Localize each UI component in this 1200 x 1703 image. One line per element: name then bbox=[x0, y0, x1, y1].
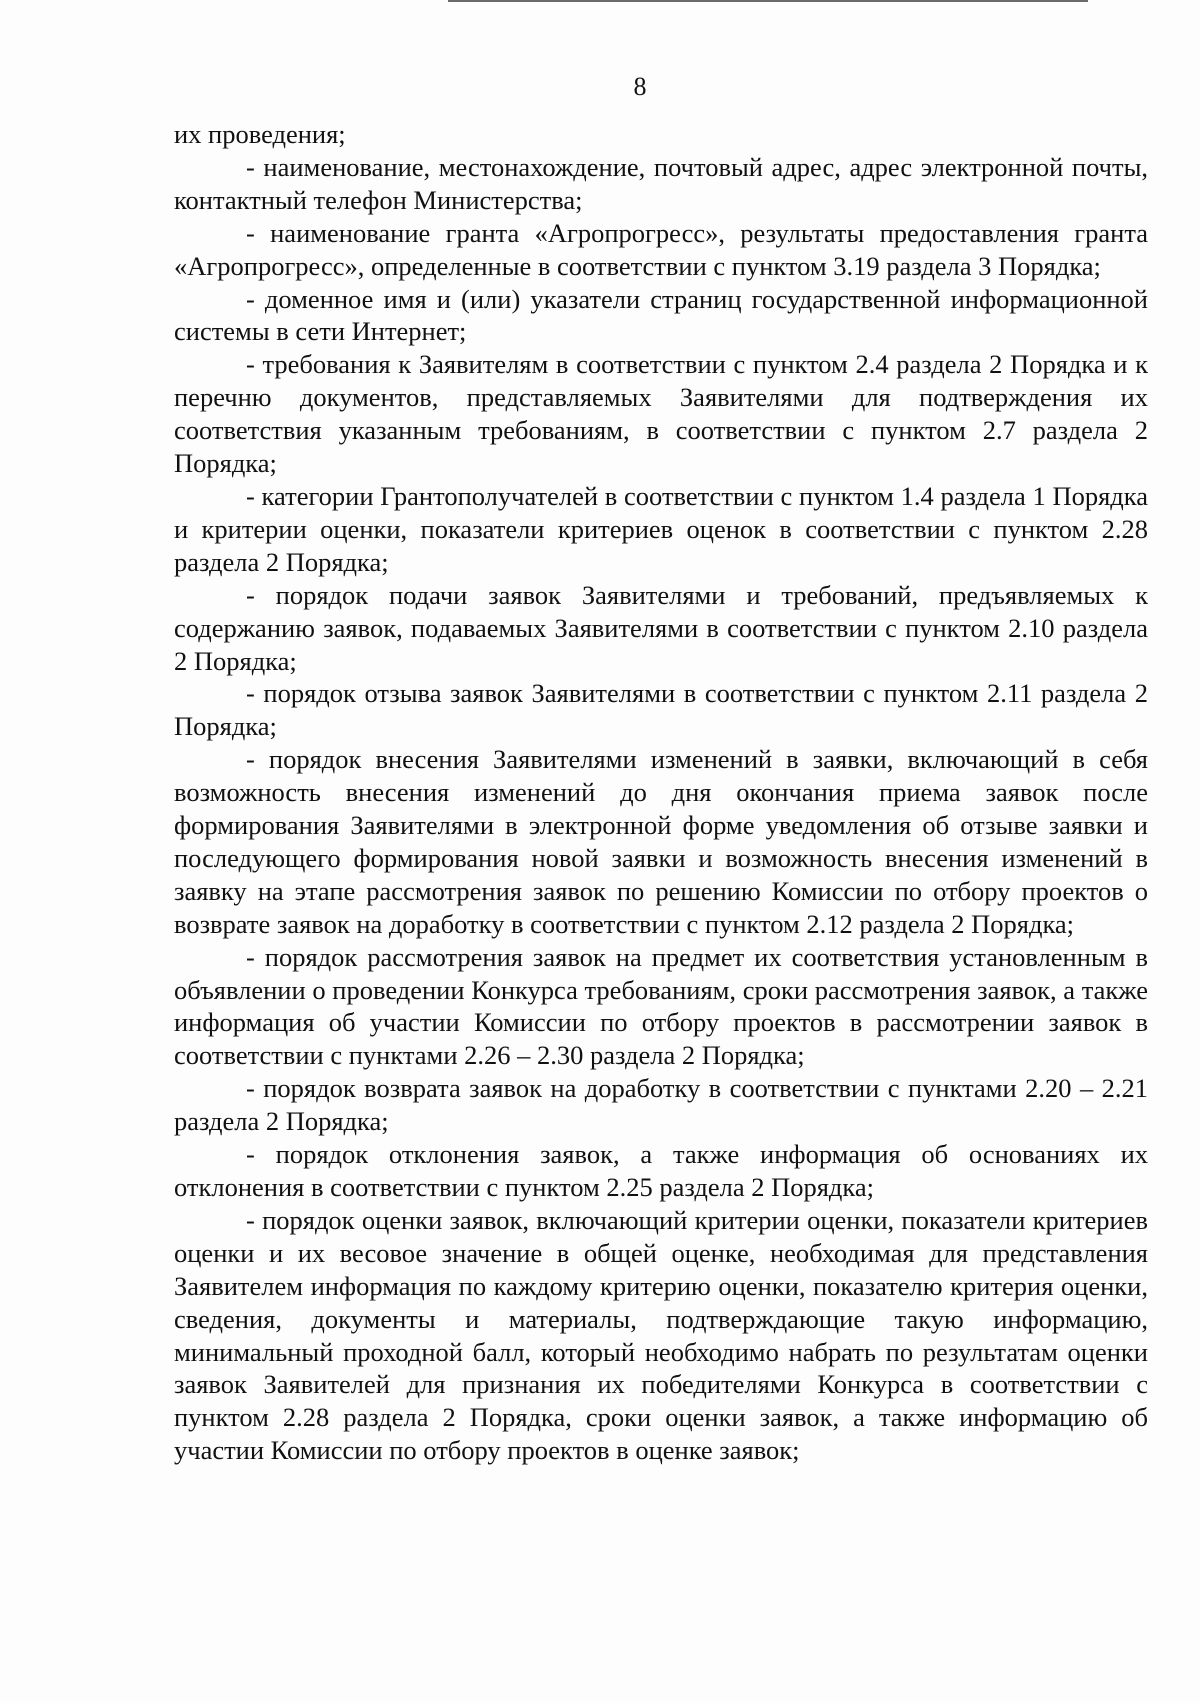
list-item-domain-name: - доменное имя и (или) указатели страниц государственной информационной системы в сети Интернет; bbox=[174, 283, 1148, 347]
body-text bbox=[174, 118, 1148, 1467]
list-item-grant-name-results: - наименование гранта «Агропрогресс», результаты предоставления гранта «Агропрогресс», определенные в соответствии с пунктом 3.19 раздела 3 Порядка; bbox=[174, 217, 1148, 281]
list-item-application-evaluation: - порядок оценки заявок, включающий критерии оценки, показатели критериев оценки и их весовое значение в общей оценке, необходимая для представления Заявителем информация по каждому критерию оценки, показателю критерия оценки, сведения, документы и материалы, подтверждающие такую информацию, минимальный проходной балл, который необходимо набрать по результатам оценки заявок Заявителей для признания их победителями Конкурса в соответствии с пунктом 2.28 раздела 2 Порядка, сроки оценки заявок, а также информацию об участии Комиссии по отбору проектов в оценке заявок; bbox=[174, 1204, 1148, 1466]
paragraph-continuation: их проведения; bbox=[174, 119, 346, 149]
list-item-application-submission: - порядок подачи заявок Заявителями и требований, предъявляемых к содержанию заявок, подаваемых Заявителями в соответствии с пунктом 2.10 раздела 2 Порядка; bbox=[174, 579, 1148, 676]
list-item-application-withdrawal: - порядок отзыва заявок Заявителями в соответствии с пунктом 2.11 раздела 2 Порядка; bbox=[174, 678, 1148, 742]
list-item-application-review: - порядок рассмотрения заявок на предмет их соответствия установленным в объявлении о проведении Конкурса требованиям, сроки рассмотрения заявок, а также информация об участии Комиссии по отбору проектов в рассмотрении заявок в соответствии с пунктами 2.26 – 2.30 раздела 2 Порядка; bbox=[174, 941, 1148, 1071]
list-item-grantee-categories: - категории Грантополучателей в соответствии с пунктом 1.4 раздела 1 Порядка и критерии оценки, показатели критериев оценок в соответствии с пунктом 2.28 раздела 2 Порядка; bbox=[174, 480, 1148, 577]
page-number: 8 bbox=[633, 72, 647, 101]
list-item-application-return: - порядок возврата заявок на доработку в соответствии с пунктами 2.20 – 2.21 раздела 2 Порядка; bbox=[174, 1073, 1148, 1137]
list-item-ministry-contacts: - наименование, местонахождение, почтовый адрес, адрес электронной почты, контактный телефон Министерства; bbox=[174, 151, 1148, 215]
top-border-line bbox=[448, 0, 1088, 2]
list-item-application-changes: - порядок внесения Заявителями изменений в заявки, включающий в себя возможность внесения изменений до дня окончания приема заявок после формирования Заявителями в электронной форме уведомления об отзыве заявки и последующего формирования новой заявки и возможность внесения изменений в заявку на этапе рассмотрения заявок по решению Комиссии по отбору проектов о возврате заявок на доработку в соответствии с пунктом 2.12 раздела 2 Порядка; bbox=[174, 744, 1148, 939]
list-item-applicant-requirements: - требования к Заявителям в соответствии с пунктом 2.4 раздела 2 Порядка и к перечню документов, представляемых Заявителями для подтверждения их соответствия указанным требованиям, в соответствии с пунктом 2.7 раздела 2 Порядка; bbox=[174, 349, 1148, 479]
list-item-application-rejection: - порядок отклонения заявок, а также информация об основаниях их отклонения в соответствии с пунктом 2.25 раздела 2 Порядка; bbox=[174, 1139, 1148, 1202]
